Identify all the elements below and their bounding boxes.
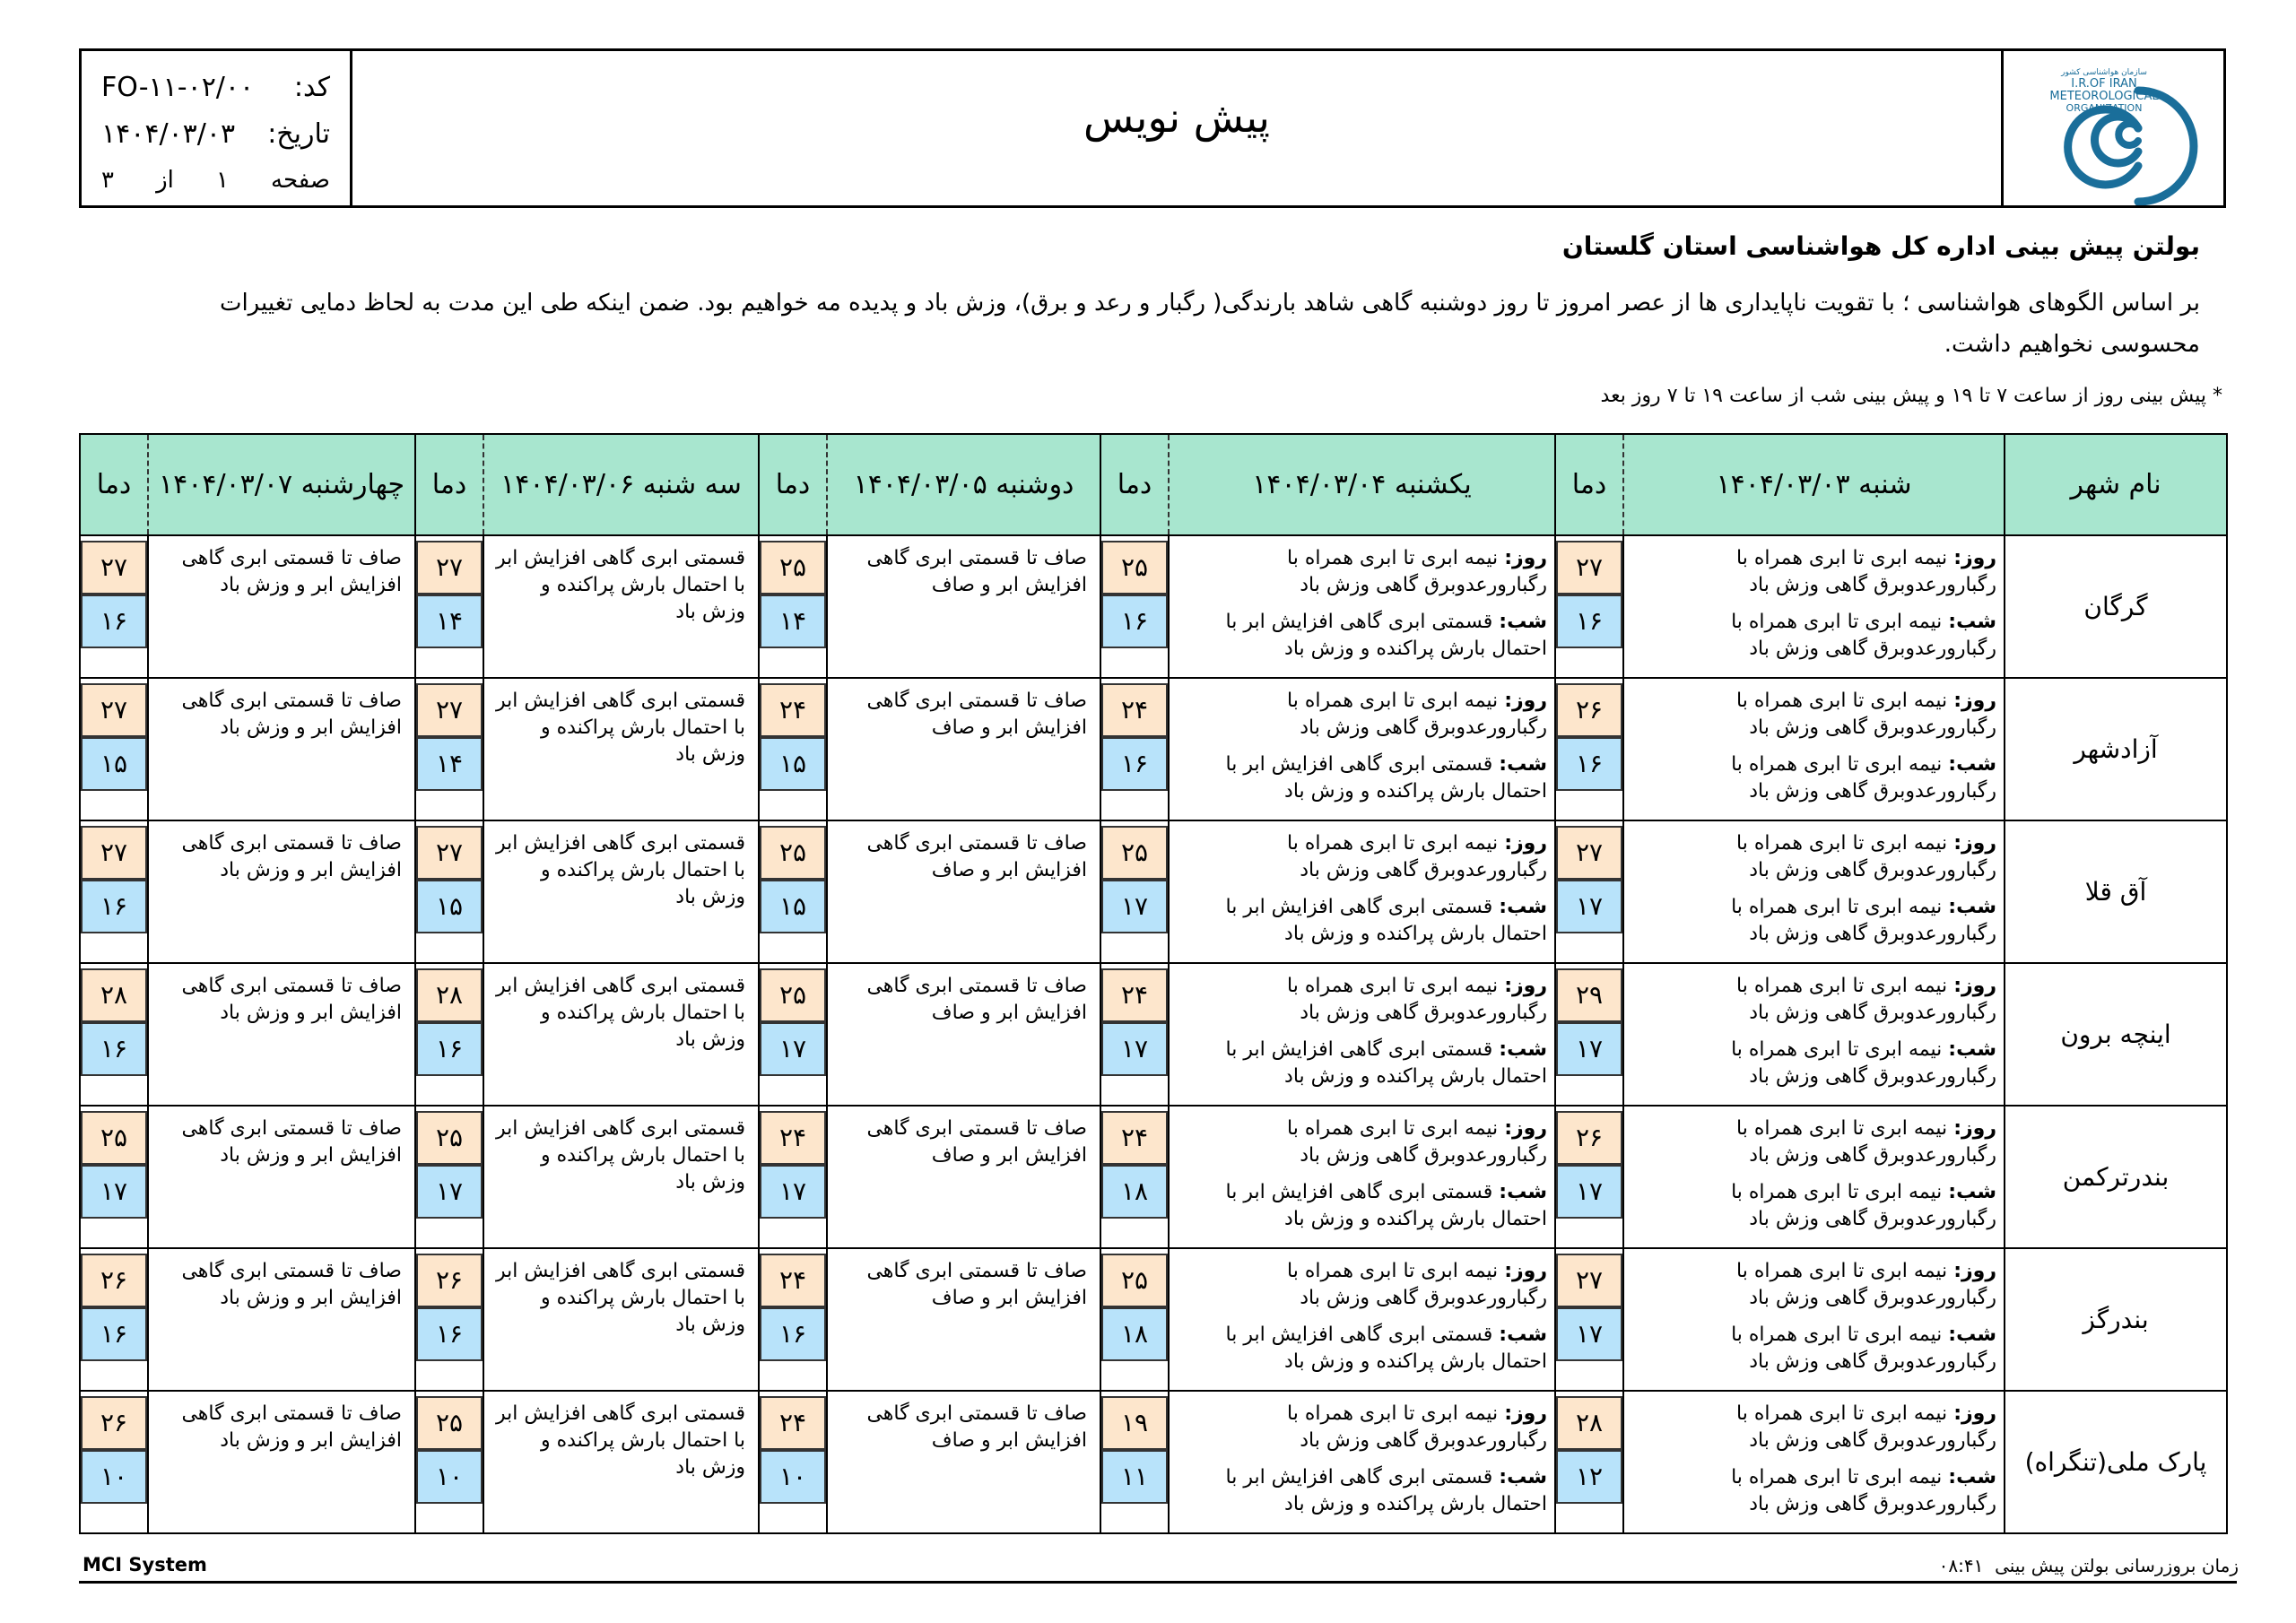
day-label: روز: <box>1504 690 1547 712</box>
night-text: نیمه ابری تا ابری همراه با رگبارورعدوبرق گاهی وزش باد <box>1731 896 1996 945</box>
min-temperature: ۱۷ <box>760 1165 826 1219</box>
max-temperature: ۲۷ <box>1556 1254 1622 1307</box>
max-temperature: ۲۴ <box>760 1254 826 1307</box>
day-label: روز: <box>1504 975 1547 997</box>
day-text: نیمه ابری تا ابری همراه با رگبارورعدوبرق گاهی وزش باد <box>1736 1402 1996 1452</box>
night-forecast <box>1175 609 1547 663</box>
forecast-description: صاف تا قسمتی ابری گاهی افزایش ابر و صاف <box>827 1248 1100 1391</box>
max-temperature: ۲۴ <box>1101 968 1168 1022</box>
document-title: پیش نویس <box>1083 93 1270 142</box>
temperature-cell <box>415 678 483 820</box>
logo-text-line2: METEOROLOGICAL <box>2049 90 2159 103</box>
min-temperature: ۱۴ <box>760 595 826 648</box>
max-temperature: ۲۶ <box>1556 683 1622 737</box>
table-row <box>80 1248 2227 1391</box>
temperature-cell <box>1555 535 1623 678</box>
forecast-description <box>1169 1106 1555 1248</box>
min-temperature: ۱۶ <box>760 1307 826 1361</box>
min-temperature: ۱۸ <box>1101 1165 1168 1219</box>
max-temperature: ۲۵ <box>760 541 826 595</box>
page-total: ۳ <box>101 167 114 194</box>
night-forecast <box>1630 1322 1996 1376</box>
forecast-description <box>1623 1248 2005 1391</box>
forecast-description: صاف تا قسمتی ابری گاهی افزایش ابر و صاف <box>827 963 1100 1106</box>
day-text: نیمه ابری تا ابری همراه با رگبارورعدوبرق گاهی وزش باد <box>1736 832 1996 881</box>
forecast-description: قسمتی ابری گاهی افزایش ابر با احتمال بارش پراکنده و وزش باد <box>483 678 759 820</box>
temperature-cell <box>1100 963 1169 1106</box>
max-temperature: ۲۶ <box>416 1254 483 1307</box>
document-meta <box>82 51 352 205</box>
night-label: شب: <box>1499 1181 1547 1203</box>
max-temperature: ۲۵ <box>760 968 826 1022</box>
temperature-cell <box>1555 1248 1623 1391</box>
min-temperature: ۱۵ <box>760 880 826 933</box>
day-text: نیمه ابری تا ابری همراه با رگبارورعدوبرق گاهی وزش باد <box>1287 547 1547 596</box>
max-temperature: ۲۷ <box>81 541 147 595</box>
max-temperature: ۲۶ <box>81 1396 147 1450</box>
max-temperature: ۲۵ <box>416 1111 483 1165</box>
forecast-description: صاف تا قسمتی ابری گاهی افزایش ابر و وزش باد <box>148 963 415 1106</box>
temperature-cell <box>415 1391 483 1533</box>
forecast-description <box>1623 678 2005 820</box>
day-text: نیمه ابری تا ابری همراه با رگبارورعدوبرق گاهی وزش باد <box>1736 547 1996 596</box>
min-temperature: ۱۷ <box>760 1022 826 1076</box>
day-label: روز: <box>1953 832 1996 855</box>
night-label: شب: <box>1499 1466 1547 1488</box>
day-forecast <box>1175 830 1547 884</box>
min-temperature: ۱۰ <box>760 1450 826 1504</box>
footer-divider <box>79 1581 2237 1584</box>
night-label: شب: <box>1499 611 1547 633</box>
forecast-description: صاف تا قسمتی ابری گاهی افزایش ابر و صاف <box>827 535 1100 678</box>
night-forecast <box>1630 1037 1996 1090</box>
day-forecast <box>1630 1258 1996 1312</box>
day-label: روز: <box>1953 1260 1996 1282</box>
city-name: گرگان <box>2005 535 2227 678</box>
max-temperature: ۲۵ <box>760 826 826 880</box>
day-header: سه شنبه ۱۴۰۴/۰۳/۰۶ <box>483 434 759 535</box>
max-temperature: ۲۷ <box>416 826 483 880</box>
update-time: ۰۸:۴۱ <box>1938 1555 1984 1576</box>
temp-header: دما <box>1555 434 1623 535</box>
max-temperature: ۲۹ <box>1556 968 1622 1022</box>
day-text: نیمه ابری تا ابری همراه با رگبارورعدوبرق گاهی وزش باد <box>1287 1402 1547 1452</box>
forecast-description: قسمتی ابری گاهی افزایش ابر با احتمال بارش پراکنده و وزش باد <box>483 1106 759 1248</box>
min-temperature: ۱۷ <box>81 1165 147 1219</box>
night-forecast <box>1630 1179 1996 1233</box>
night-text: قسمتی ابری گاهی افزایش ابر با احتمال بارش پراکنده و وزش باد <box>1225 1466 1547 1515</box>
day-forecast <box>1630 973 1996 1027</box>
night-text: نیمه ابری تا ابری همراه با رگبارورعدوبرق گاهی وزش باد <box>1731 753 1996 803</box>
day-forecast <box>1630 830 1996 884</box>
min-temperature: ۱۵ <box>760 737 826 791</box>
forecast-description <box>1623 1391 2005 1533</box>
day-text: نیمه ابری تا ابری همراه با رگبارورعدوبرق گاهی وزش باد <box>1736 1260 1996 1309</box>
night-forecast <box>1175 1464 1547 1518</box>
update-label: زمان بروزرسانی بولتن پیش بینی <box>1995 1555 2239 1576</box>
min-temperature: ۱۲ <box>1556 1450 1622 1504</box>
page-number: ۱ <box>215 167 229 194</box>
bulletin-summary: بر اساس الگوهای هواشناسی ؛ با تقویت ناپایداری ها از عصر امروز تا روز دوشنبه گاهی شاهد بارندگی( رگبار و رعد و برق)، وزش باد و پدیده مه خواهیم بود. ضمن اینکه طی این مدت به لحاظ دمایی تغییرات محسوسی نخواهیم داشت. <box>219 290 2200 358</box>
max-temperature: ۲۷ <box>81 826 147 880</box>
night-forecast <box>1630 609 1996 663</box>
forecast-description <box>1169 1391 1555 1533</box>
min-temperature: ۱۶ <box>1101 595 1168 648</box>
day-label: روز: <box>1504 1260 1547 1282</box>
min-temperature: ۱۵ <box>416 880 483 933</box>
day-header: یکشنبه ۱۴۰۴/۰۳/۰۴ <box>1169 434 1555 535</box>
min-temperature: ۱۶ <box>1101 737 1168 791</box>
max-temperature: ۲۸ <box>1556 1396 1622 1450</box>
night-text: نیمه ابری تا ابری همراه با رگبارورعدوبرق گاهی وزش باد <box>1731 1324 1996 1373</box>
meteorological-organization-logo <box>2001 51 2223 205</box>
day-forecast <box>1630 688 1996 742</box>
max-temperature: ۲۵ <box>1101 1254 1168 1307</box>
night-forecast <box>1175 1322 1547 1376</box>
day-label: روز: <box>1504 547 1547 569</box>
day-label: روز: <box>1953 1402 1996 1425</box>
temperature-cell <box>759 963 827 1106</box>
min-temperature: ۱۷ <box>1556 1307 1622 1361</box>
day-header: چهارشنبه ۱۴۰۴/۰۳/۰۷ <box>148 434 415 535</box>
day-text: نیمه ابری تا ابری همراه با رگبارورعدوبرق گاهی وزش باد <box>1736 1117 1996 1167</box>
day-forecast <box>1630 1115 1996 1169</box>
night-forecast <box>1630 894 1996 948</box>
max-temperature: ۲۷ <box>1556 541 1622 595</box>
night-label: شب: <box>1948 1038 1996 1061</box>
night-label: شب: <box>1948 753 1996 776</box>
night-label: شب: <box>1948 1324 1996 1346</box>
forecast-description <box>1169 678 1555 820</box>
night-label: شب: <box>1948 1181 1996 1203</box>
forecast-description <box>1169 963 1555 1106</box>
day-label: روز: <box>1504 1402 1547 1425</box>
night-forecast <box>1630 1464 1996 1518</box>
forecast-description: صاف تا قسمتی ابری گاهی افزایش ابر و وزش باد <box>148 1106 415 1248</box>
forecast-description <box>1169 535 1555 678</box>
forecast-description: صاف تا قسمتی ابری گاهی افزایش ابر و صاف <box>827 820 1100 963</box>
day-label: روز: <box>1953 975 1996 997</box>
table-row <box>80 535 2227 678</box>
day-text: نیمه ابری تا ابری همراه با رگبارورعدوبرق گاهی وزش باد <box>1287 1260 1547 1309</box>
table-row <box>80 1106 2227 1248</box>
temperature-cell <box>80 1248 148 1391</box>
city-name: آق قلا <box>2005 820 2227 963</box>
city-name: اینچه برون <box>2005 963 2227 1106</box>
forecast-description <box>1623 820 2005 963</box>
max-temperature: ۲۸ <box>416 968 483 1022</box>
day-text: نیمه ابری تا ابری همراه با رگبارورعدوبرق گاهی وزش باد <box>1287 1117 1547 1167</box>
day-text: نیمه ابری تا ابری همراه با رگبارورعدوبرق گاهی وزش باد <box>1287 975 1547 1024</box>
night-label: شب: <box>1948 611 1996 633</box>
max-temperature: ۲۵ <box>1101 826 1168 880</box>
forecast-description: قسمتی ابری گاهی افزایش ابر با احتمال بارش پراکنده و وزش باد <box>483 963 759 1106</box>
logo-text-line1: I.R.OF IRAN <box>2071 77 2137 91</box>
day-text: نیمه ابری تا ابری همراه با رگبارورعدوبرق گاهی وزش باد <box>1287 832 1547 881</box>
forecast-period-note: * پیش بینی روز از ساعت ۷ تا ۱۹ و پیش بینی شب از ساعت ۱۹ تا ۷ روز بعد <box>1600 385 2222 407</box>
min-temperature: ۱۰ <box>416 1450 483 1504</box>
max-temperature: ۲۴ <box>760 683 826 737</box>
temperature-cell <box>1100 535 1169 678</box>
night-text: قسمتی ابری گاهی افزایش ابر با احتمال بارش پراکنده و وزش باد <box>1225 1324 1547 1373</box>
temperature-cell <box>1555 820 1623 963</box>
night-text: نیمه ابری تا ابری همراه با رگبارورعدوبرق گاهی وزش باد <box>1731 1466 1996 1515</box>
day-forecast <box>1630 1401 1996 1454</box>
night-label: شب: <box>1948 1466 1996 1488</box>
night-text: نیمه ابری تا ابری همراه با رگبارورعدوبرق گاهی وزش باد <box>1731 611 1996 660</box>
night-forecast <box>1175 751 1547 805</box>
system-label: MCI System <box>83 1554 207 1575</box>
city-name: آزادشهر <box>2005 678 2227 820</box>
temperature-cell <box>759 1391 827 1533</box>
forecast-description <box>1169 820 1555 963</box>
min-temperature: ۱۶ <box>81 880 147 933</box>
max-temperature: ۲۵ <box>416 1396 483 1450</box>
code-label: کد: <box>293 71 330 103</box>
max-temperature: ۲۴ <box>1101 683 1168 737</box>
bulletin-title: بولتن پیش بینی اداره کل هواشناسی استان گلستان <box>1561 231 2200 261</box>
temperature-cell <box>759 678 827 820</box>
min-temperature: ۱۶ <box>1556 737 1622 791</box>
max-temperature: ۲۷ <box>416 683 483 737</box>
date-label: تاریخ: <box>267 117 330 150</box>
night-text: قسمتی ابری گاهی افزایش ابر با احتمال بارش پراکنده و وزش باد <box>1225 611 1547 660</box>
night-text: نیمه ابری تا ابری همراه با رگبارورعدوبرق گاهی وزش باد <box>1731 1181 1996 1230</box>
max-temperature: ۲۷ <box>81 683 147 737</box>
min-temperature: ۱۷ <box>1101 880 1168 933</box>
night-forecast <box>1175 894 1547 948</box>
temperature-cell <box>759 535 827 678</box>
min-temperature: ۱۶ <box>81 595 147 648</box>
max-temperature: ۲۶ <box>1556 1111 1622 1165</box>
day-label: روز: <box>1953 547 1996 569</box>
day-label: روز: <box>1953 1117 1996 1140</box>
code-value: FO-۱۱-۰۲/۰۰ <box>101 71 255 103</box>
update-time-info <box>1939 1555 2239 1576</box>
night-forecast <box>1175 1037 1547 1090</box>
night-label: شب: <box>1499 1324 1547 1346</box>
day-forecast <box>1175 1115 1547 1169</box>
temperature-cell <box>80 963 148 1106</box>
min-temperature: ۱۶ <box>416 1022 483 1076</box>
min-temperature: ۱۷ <box>1556 880 1622 933</box>
day-label: روز: <box>1504 832 1547 855</box>
day-forecast <box>1175 973 1547 1027</box>
night-label: شب: <box>1499 1038 1547 1061</box>
city-name: بندرگز <box>2005 1248 2227 1391</box>
forecast-table-body <box>80 535 2227 1533</box>
min-temperature: ۱۶ <box>416 1307 483 1361</box>
min-temperature: ۱۷ <box>1556 1022 1622 1076</box>
forecast-description: قسمتی ابری گاهی افزایش ابر با احتمال بارش پراکنده و وزش باد <box>483 820 759 963</box>
min-temperature: ۱۶ <box>1556 595 1622 648</box>
document-header <box>79 48 2226 208</box>
temperature-cell <box>1100 1391 1169 1533</box>
temp-header: دما <box>1100 434 1169 535</box>
max-temperature: ۱۹ <box>1101 1396 1168 1450</box>
min-temperature: ۱۴ <box>416 737 483 791</box>
temperature-cell <box>759 820 827 963</box>
night-text: قسمتی ابری گاهی افزایش ابر با احتمال بارش پراکنده و وزش باد <box>1225 753 1547 803</box>
table-row <box>80 1391 2227 1533</box>
forecast-description: قسمتی ابری گاهی افزایش ابر با احتمال بارش پراکنده و وزش باد <box>483 1248 759 1391</box>
night-text: نیمه ابری تا ابری همراه با رگبارورعدوبرق گاهی وزش باد <box>1731 1038 1996 1088</box>
temperature-cell <box>80 1391 148 1533</box>
day-label: روز: <box>1953 690 1996 712</box>
page-of-label: از <box>156 167 174 194</box>
day-label: روز: <box>1504 1117 1547 1140</box>
forecast-description: صاف تا قسمتی ابری گاهی افزایش ابر و وزش باد <box>148 1391 415 1533</box>
city-name: بندرترکمن <box>2005 1106 2227 1248</box>
temperature-cell <box>1100 820 1169 963</box>
forecast-table-header <box>80 434 2227 535</box>
max-temperature: ۲۴ <box>760 1396 826 1450</box>
temperature-cell <box>1555 1391 1623 1533</box>
temperature-cell <box>1555 678 1623 820</box>
day-forecast <box>1630 545 1996 599</box>
day-header: دوشنبه ۱۴۰۴/۰۳/۰۵ <box>827 434 1100 535</box>
min-temperature: ۱۶ <box>81 1307 147 1361</box>
day-forecast <box>1175 1258 1547 1312</box>
temperature-cell <box>415 820 483 963</box>
temperature-cell <box>759 1106 827 1248</box>
temperature-cell <box>415 1248 483 1391</box>
day-text: نیمه ابری تا ابری همراه با رگبارورعدوبرق گاهی وزش باد <box>1287 690 1547 739</box>
date-value: ۱۴۰۴/۰۳/۰۳ <box>101 117 236 150</box>
day-forecast <box>1175 1401 1547 1454</box>
forecast-description: صاف تا قسمتی ابری گاهی افزایش ابر و وزش باد <box>148 535 415 678</box>
logo-emblem-icon <box>2004 51 2219 205</box>
temperature-cell <box>80 535 148 678</box>
page-label: صفحه <box>271 167 330 194</box>
forecast-table <box>79 433 2228 1534</box>
min-temperature: ۱۱ <box>1101 1450 1168 1504</box>
max-temperature: ۲۴ <box>760 1111 826 1165</box>
temperature-cell <box>415 1106 483 1248</box>
forecast-description: صاف تا قسمتی ابری گاهی افزایش ابر و صاف <box>827 1391 1100 1533</box>
logo-text-persian: سازمان هواشناسی کشور <box>2061 68 2147 77</box>
temperature-cell <box>80 820 148 963</box>
min-temperature: ۱۷ <box>1101 1022 1168 1076</box>
max-temperature: ۲۵ <box>1101 541 1168 595</box>
temperature-cell <box>415 535 483 678</box>
max-temperature: ۲۷ <box>1556 826 1622 880</box>
min-temperature: ۱۶ <box>81 1022 147 1076</box>
forecast-description <box>1623 1106 2005 1248</box>
day-text: نیمه ابری تا ابری همراه با رگبارورعدوبرق گاهی وزش باد <box>1736 690 1996 739</box>
min-temperature: ۱۴ <box>416 595 483 648</box>
forecast-description: صاف تا قسمتی ابری گاهی افزایش ابر و وزش باد <box>148 1248 415 1391</box>
logo-text-line3: ORGANIZATION <box>2066 102 2143 114</box>
temperature-cell <box>1100 1106 1169 1248</box>
temp-header: دما <box>759 434 827 535</box>
night-text: قسمتی ابری گاهی افزایش ابر با احتمال بارش پراکنده و وزش باد <box>1225 896 1547 945</box>
night-label: شب: <box>1499 896 1547 918</box>
table-row <box>80 820 2227 963</box>
max-temperature: ۲۴ <box>1101 1111 1168 1165</box>
max-temperature: ۲۵ <box>81 1111 147 1165</box>
night-text: قسمتی ابری گاهی افزایش ابر با احتمال بارش پراکنده و وزش باد <box>1225 1038 1547 1088</box>
night-forecast <box>1630 751 1996 805</box>
forecast-description: صاف تا قسمتی ابری گاهی افزایش ابر و وزش باد <box>148 820 415 963</box>
day-header: شنبه ۱۴۰۴/۰۳/۰۳ <box>1623 434 2005 535</box>
forecast-description <box>1623 535 2005 678</box>
forecast-description: صاف تا قسمتی ابری گاهی افزایش ابر و صاف <box>827 1106 1100 1248</box>
temperature-cell <box>1100 1248 1169 1391</box>
day-forecast <box>1175 545 1547 599</box>
table-row <box>80 963 2227 1106</box>
forecast-description: قسمتی ابری گاهی افزایش ابر با احتمال بارش پراکنده و وزش باد <box>483 1391 759 1533</box>
max-temperature: ۲۶ <box>81 1254 147 1307</box>
table-row <box>80 678 2227 820</box>
min-temperature: ۱۸ <box>1101 1307 1168 1361</box>
night-text: قسمتی ابری گاهی افزایش ابر با احتمال بارش پراکنده و وزش باد <box>1225 1181 1547 1230</box>
city-name: پارک ملی(تنگراه) <box>2005 1391 2227 1533</box>
forecast-description: صاف تا قسمتی ابری گاهی افزایش ابر و صاف <box>827 678 1100 820</box>
day-forecast <box>1175 688 1547 742</box>
max-temperature: ۲۷ <box>416 541 483 595</box>
temperature-cell <box>415 963 483 1106</box>
night-label: شب: <box>1948 896 1996 918</box>
day-text: نیمه ابری تا ابری همراه با رگبارورعدوبرق گاهی وزش باد <box>1736 975 1996 1024</box>
night-forecast <box>1175 1179 1547 1233</box>
night-label: شب: <box>1499 753 1547 776</box>
forecast-description <box>1623 963 2005 1106</box>
temperature-cell <box>759 1248 827 1391</box>
min-temperature: ۱۷ <box>1556 1165 1622 1219</box>
temperature-cell <box>1555 963 1623 1106</box>
city-column-header: نام شهر <box>2005 434 2227 535</box>
temp-header: دما <box>415 434 483 535</box>
temperature-cell <box>1100 678 1169 820</box>
forecast-description: قسمتی ابری گاهی افزایش ابر با احتمال بارش پراکنده و وزش باد <box>483 535 759 678</box>
min-temperature: ۱۰ <box>81 1450 147 1504</box>
forecast-description <box>1169 1248 1555 1391</box>
forecast-description: صاف تا قسمتی ابری گاهی افزایش ابر و وزش باد <box>148 678 415 820</box>
temperature-cell <box>80 1106 148 1248</box>
temp-header: دما <box>80 434 148 535</box>
min-temperature: ۱۵ <box>81 737 147 791</box>
temperature-cell <box>1555 1106 1623 1248</box>
min-temperature: ۱۷ <box>416 1165 483 1219</box>
max-temperature: ۲۸ <box>81 968 147 1022</box>
temperature-cell <box>80 678 148 820</box>
